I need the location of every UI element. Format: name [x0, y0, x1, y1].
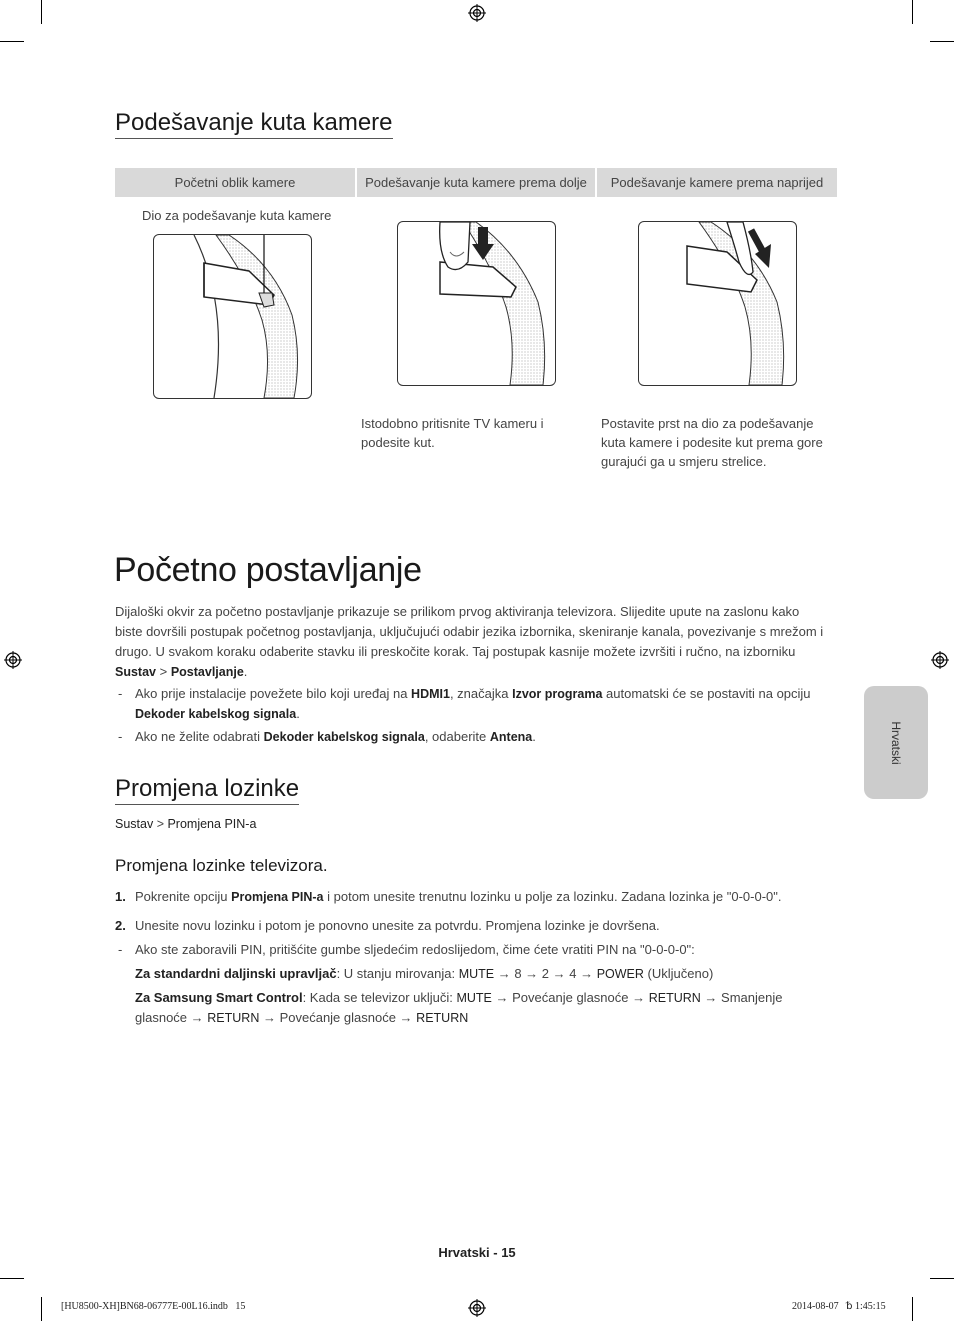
caption-down: Istodobno pritisnite TV kameru i podesite kut. — [361, 416, 544, 450]
registration-mark-icon — [4, 651, 22, 669]
bullet-text: . — [296, 706, 300, 721]
path-sustav: Sustav — [115, 817, 154, 831]
setup-bullet-2 — [135, 727, 825, 747]
crop-mark — [0, 1278, 24, 1279]
mute-key: MUTE — [456, 991, 492, 1005]
bullet-text: automatski će se postaviti na opciju — [602, 686, 811, 701]
mute-key: MUTE — [458, 967, 495, 981]
setup-heading: Početno postavljanje — [114, 551, 422, 589]
crop-mark — [41, 0, 42, 24]
setup-paragraph — [115, 602, 830, 682]
crop-mark — [912, 0, 913, 24]
camera-forward-illustration — [638, 221, 797, 386]
step-1 — [135, 887, 835, 907]
bullet-dash: - — [118, 942, 123, 957]
menu-postavljanje: Postavljanje — [170, 665, 244, 679]
setup-bullet-1 — [135, 684, 825, 724]
power-key: POWER — [596, 967, 644, 981]
bullet-dash: - — [118, 729, 123, 744]
camera-part-label: Dio za podešavanje kuta kamere — [142, 208, 332, 223]
smart-control-sequence — [135, 988, 835, 1028]
print-timestamp: 2014-08-07 ␢ 1:45:15 — [792, 1301, 886, 1312]
standard-remote-label: Za standardni daljinski upravljač — [135, 966, 337, 981]
language-side-tab — [864, 686, 928, 799]
paragraph-end: . — [243, 664, 248, 679]
page-number: Hrvatski - 15 — [438, 1245, 516, 1260]
bullet-text: Ako prije instalacije povežete bilo koji uređaj na — [135, 686, 412, 701]
registration-mark-icon — [468, 4, 486, 22]
decoder-term: Dekoder kabelskog signala — [135, 707, 297, 721]
file-info: [HU8500-XH]BN68-06777E-00L16.indb 15 — [61, 1301, 246, 1312]
crop-mark — [930, 41, 954, 42]
return-key: RETURN — [416, 1011, 469, 1025]
camera-angle-heading: Podešavanje kuta kamere — [115, 110, 393, 139]
camera-down-illustration — [397, 221, 556, 386]
sequence-text: : Kada se televizor uključi: — [302, 990, 457, 1005]
crop-mark — [0, 41, 24, 42]
bullet-text: Ako ne želite odabrati — [135, 729, 264, 744]
registration-mark-icon — [931, 651, 949, 669]
antenna-term: Antena — [489, 730, 533, 744]
camera-initial-illustration — [153, 234, 312, 399]
bullet-text: . — [532, 729, 536, 744]
crop-mark — [930, 1278, 954, 1279]
crop-mark — [41, 1297, 42, 1321]
table-header-down: Podešavanje kuta kamere prema dolje — [357, 168, 595, 197]
password-subheading: Promjena lozinke televizora. — [115, 856, 328, 875]
path-pin: Promjena PIN-a — [167, 817, 257, 831]
registration-mark-icon — [468, 1299, 486, 1317]
bullet-text: , odaberite — [424, 729, 490, 744]
step-number: 1. — [115, 889, 126, 904]
pin-term: Promjena PIN-a — [231, 890, 324, 904]
menu-sustav: Sustav — [115, 665, 156, 679]
sequence-text: → Povećanje glasnoće → — [491, 990, 649, 1005]
sequence-text: → Povećanje glasnoće → — [259, 1010, 417, 1025]
hdmi1-term: HDMI1 — [411, 687, 450, 701]
step-2: Unesite novu lozinku i potom je ponovno unesite za potvrdu. Promjena lozinke je dovršena. — [135, 918, 660, 933]
return-key: RETURN — [648, 991, 701, 1005]
sequence-text: → 8 → 2 → 4 → — [494, 966, 597, 981]
password-heading: Promjena lozinke — [115, 776, 299, 805]
smart-control-label: Za Samsung Smart Control — [135, 990, 303, 1005]
sequence-text: (Uključeno) — [643, 966, 714, 981]
menu-separator: > — [156, 664, 171, 679]
bullet-dash: - — [118, 686, 123, 701]
table-header-initial: Početni oblik kamere — [115, 168, 355, 197]
forgot-pin-note: Ako ste zaboravili PIN, pritišćite gumbe sljedećim redoslijedom, čime ćete vratiti PIN na "0-0-0-0": — [135, 942, 695, 957]
menu-path — [115, 817, 256, 831]
caption-forward: Postavite prst na dio za podešavanje kuta kamere i podesite kut prema gore gurajući ga u smjeru strelice. — [601, 416, 823, 469]
sequence-text: : U stanju mirovanja: — [336, 966, 459, 981]
setup-paragraph-text: Dijaloški okvir za početno postavljanje prikazuje se prilikom prvog aktiviranja televizora. Slijedite upute na zaslonu kako biste dovršili postupak početnog postavljanja, uključujući odabir jezika izbornika, skeniranje kanala, povezivanje s mrežom i drugo. U svakom koraku odaberite stavku ili preskočite korak. Taj postupak kasnije možete izvršiti i ručno, na izborniku — [115, 604, 824, 659]
table-header-forward: Podešavanje kamere prema naprijed — [597, 168, 837, 197]
crop-mark — [912, 1297, 913, 1321]
return-key: RETURN — [207, 1011, 260, 1025]
sequence-text: → Smanjenje glasnoće → — [135, 990, 783, 1025]
decoder-term: Dekoder kabelskog signala — [263, 730, 425, 744]
source-term: Izvor programa — [512, 687, 603, 701]
standard-remote-sequence — [135, 964, 835, 984]
language-tab-label: Hrvatski — [889, 720, 903, 765]
step-text: i potom unesite trenutnu lozinku u polje za lozinku. Zadana lozinka je "0-0-0-0". — [323, 889, 782, 904]
path-separator: > — [153, 817, 168, 831]
bullet-text: , značajka — [449, 686, 513, 701]
step-number: 2. — [115, 918, 126, 933]
step-text: Pokrenite opciju — [135, 889, 232, 904]
